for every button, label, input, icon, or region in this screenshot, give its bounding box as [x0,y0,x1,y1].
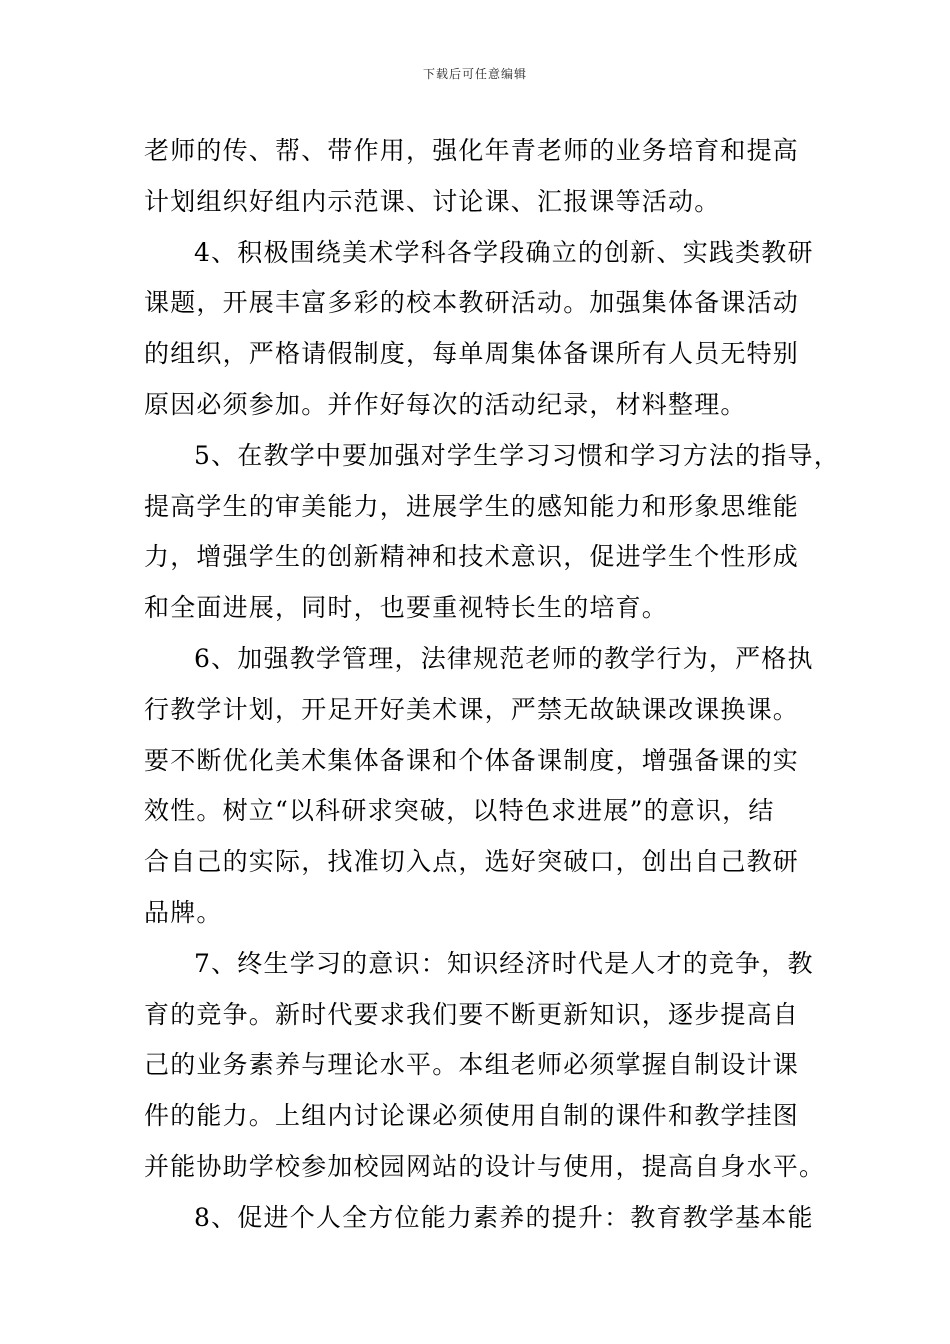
text-line: 提高学生的审美能力，进展学生的感知能力和形象思维能 [144,491,800,521]
text-line: 6、加强教学管理，法律规范老师的教学行为，严格执 [194,643,814,673]
text-line: 件的能力。上组内讨论课必须使用自制的课件和教学挂图 [144,1101,800,1131]
text-line: 要不断优化美术集体备课和个体备课制度，增强备课的实 [144,745,800,775]
text-line: 育的竞争。新时代要求我们要不断更新知识，逐步提高自 [144,999,800,1029]
text-line: 和全面进展，同时，也要重视特长生的培育。 [144,593,669,623]
document-body [144,126,840,1244]
text-line: 7、终生学习的意识：知识经济时代是人才的竞争，教 [194,948,814,978]
text-line: 4、积极围绕美术学科各学段确立的创新、实践类教研 [194,237,814,267]
text-line: 5、在教学中要加强对学生学习习惯和学习方法的指导， [194,440,840,470]
text-line: 力，增强学生的创新精神和技术意识，促进学生个性形成 [144,542,800,572]
text-line: 效性。树立“以科研求突破，以特色求进展”的意识，结 [144,796,775,826]
text-line: 并能协助学校参加校园网站的设计与使用，提高自身水平。 [144,1151,826,1181]
text-line: 行教学计划，开足开好美术课，严禁无故缺课改课换课。 [144,694,800,724]
text-line: 合自己的实际，找准切入点，选好突破口，创出自己教研 [144,847,800,877]
text-line: 老师的传、帮、带作用，强化年青老师的业务培育和提高 [144,136,800,165]
text-line: 的组织，严格请假制度，每单周集体备课所有人员无特别 [144,339,800,369]
text-line: 原因必须参加。并作好每次的活动纪录，材料整理。 [144,389,747,419]
text-line: 课题，开展丰富多彩的校本教研活动。加强集体备课活动 [144,288,800,318]
header-note: 下载后可任意编辑 [422,67,527,81]
text-line: 计划组织好组内示范课、讨论课、汇报课等活动。 [144,186,721,216]
text-line: 8、促进个人全方位能力素养的提升：教育教学基本能 [194,1202,814,1232]
text-line: 品牌。 [144,897,223,927]
text-line: 己的业务素养与理论水平。本组老师必须掌握自制设计课 [144,1050,800,1080]
